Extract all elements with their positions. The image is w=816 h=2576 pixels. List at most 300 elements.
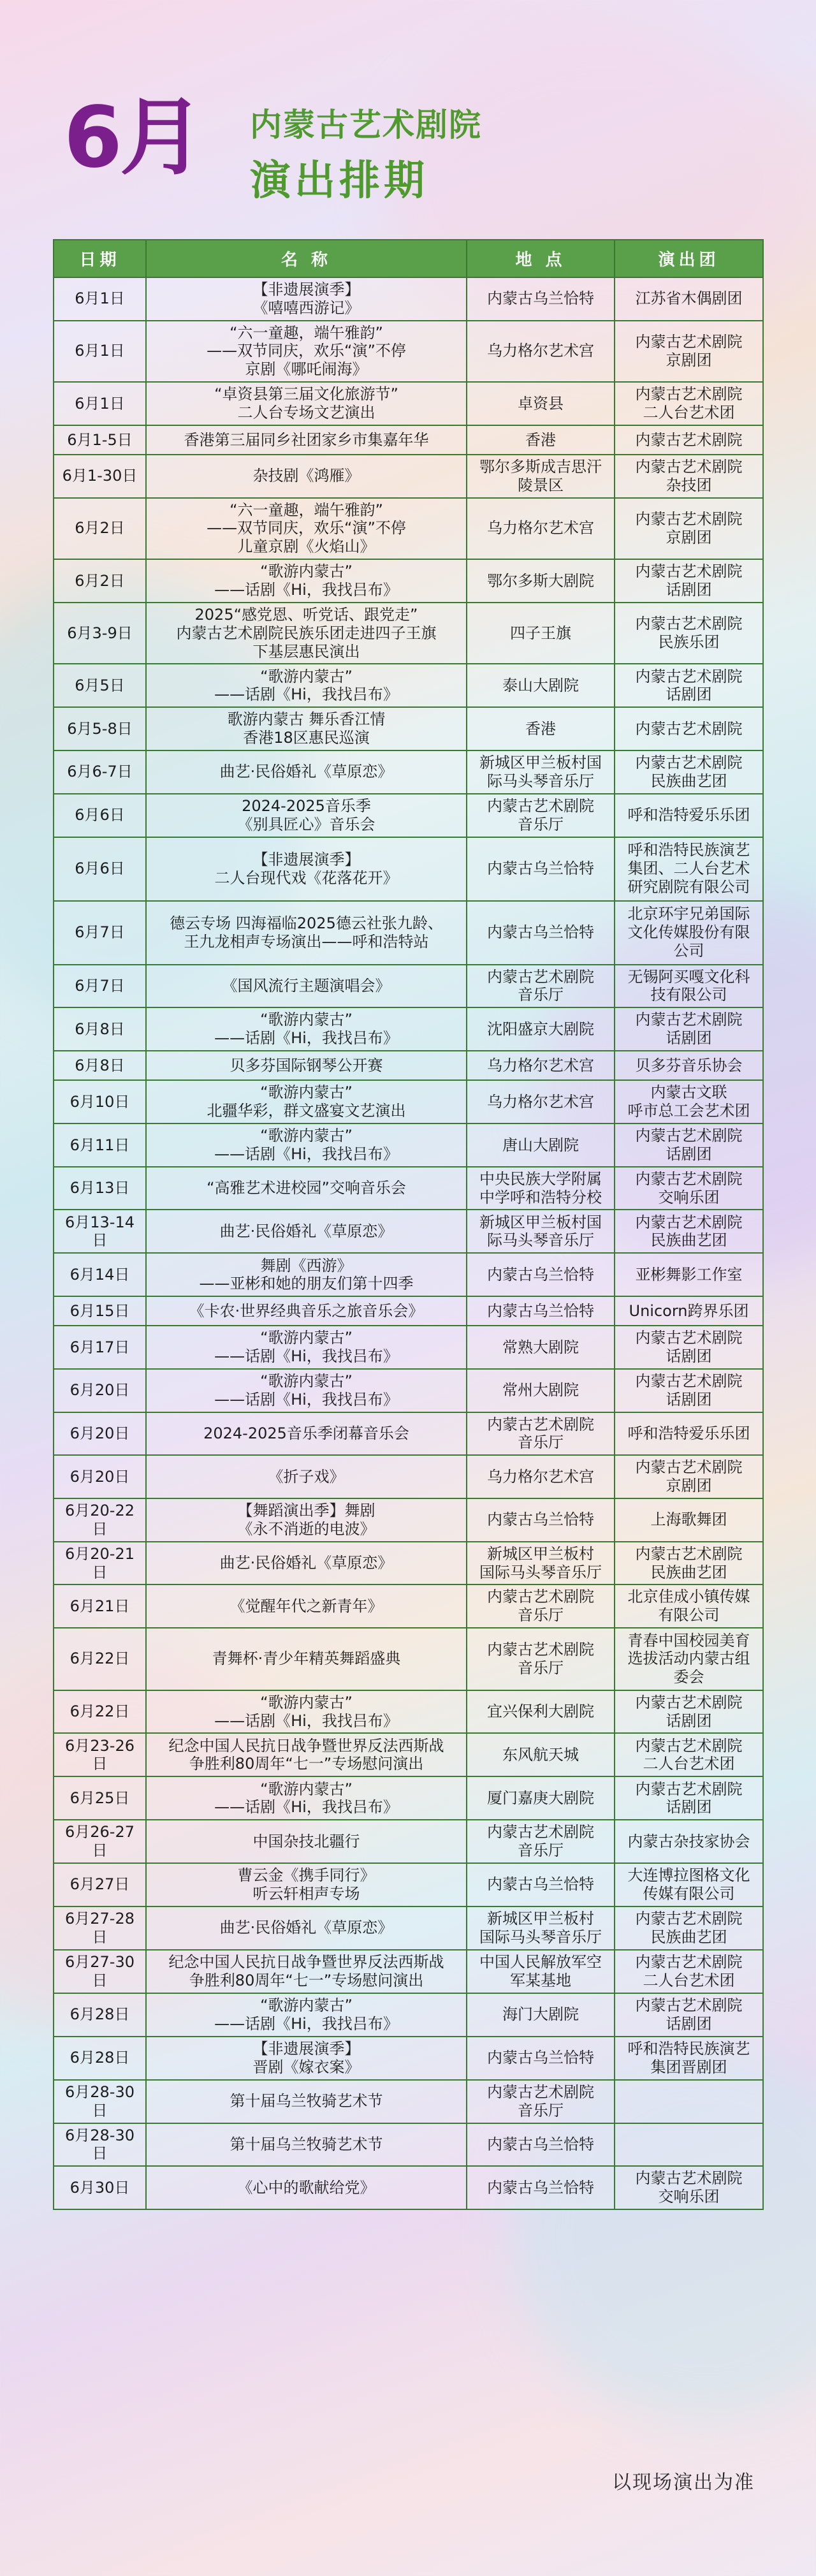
troupe-cell-line: 贝多芬音乐协会 — [635, 1056, 743, 1074]
troupe-cell — [615, 1498, 763, 1542]
date-cell: 6月5-8日 — [54, 707, 146, 750]
troupe-cell-line: 呼和浩特爱乐乐团 — [627, 1424, 750, 1442]
place-cell — [467, 455, 615, 498]
date-cell: 6月1日 — [54, 277, 146, 321]
place-cell — [467, 603, 615, 664]
troupe-cell-line: 内蒙古艺术剧院 — [635, 1372, 743, 1390]
troupe-cell — [615, 901, 763, 965]
troupe-cell-line: 内蒙古艺术剧院 — [635, 667, 743, 685]
name-cell — [146, 1863, 467, 1906]
troupe-cell-line: 二人台艺术团 — [643, 403, 735, 421]
place-cell-line: 国际马头琴音乐厅 — [479, 1928, 602, 1946]
troupe-cell-line: 呼和浩特民族演艺 — [627, 2039, 750, 2058]
troupe-cell-line: 内蒙古杂技家协会 — [627, 1832, 750, 1850]
place-cell — [467, 1628, 615, 1690]
place-cell-line: 国际马头琴音乐厅 — [479, 1563, 602, 1581]
troupe-cell-line: 内蒙古文联 — [650, 1083, 727, 1102]
troupe-cell — [615, 1369, 763, 1412]
place-cell — [467, 707, 615, 750]
date-cell: 6月1日 — [54, 321, 146, 382]
troupe-cell-line: 话剧团 — [666, 1798, 712, 1817]
name-cell — [146, 901, 467, 965]
name-cell — [146, 1733, 467, 1776]
troupe-cell-line: 北京佳成小镇传媒 — [627, 1588, 750, 1606]
troupe-cell-line: 内蒙古艺术剧院 — [635, 332, 743, 351]
table-row — [54, 1210, 763, 1253]
table-row — [54, 603, 763, 664]
name-cell-line: 香港第三届同乡社团家乡市集嘉年华 — [184, 430, 429, 449]
place-cell-line: 乌力格尔艺术宫 — [487, 519, 594, 538]
table-row — [54, 1950, 763, 1993]
place-cell — [467, 1542, 615, 1585]
place-cell — [467, 1993, 615, 2037]
date-cell: 6月21日 — [54, 1584, 146, 1628]
name-cell — [146, 1051, 467, 1080]
name-cell-line: “卓资县第三届文化旅游节” — [214, 385, 398, 404]
place-cell — [467, 277, 615, 321]
place-cell-line: 沈阳盛京大剧院 — [487, 1020, 594, 1038]
date-cell: 6月28-30日 — [54, 2080, 146, 2123]
name-cell — [146, 277, 467, 321]
troupe-cell-line: 二人台艺术团 — [643, 1971, 735, 1989]
name-cell — [146, 498, 467, 559]
date-cell: 6月5日 — [54, 664, 146, 707]
name-cell-line: ——双节同庆，欢乐“演”不停 — [207, 519, 406, 538]
troupe-cell-line: 内蒙古艺术剧院 — [635, 753, 743, 772]
troupe-cell-line: 内蒙古艺术剧院 — [635, 1213, 743, 1231]
date-cell: 6月7日 — [54, 901, 146, 965]
place-cell-line: 乌力格尔艺术宫 — [487, 1092, 594, 1111]
troupe-cell-line: 内蒙古艺术剧院 — [635, 1736, 743, 1755]
troupe-cell — [615, 382, 763, 425]
date-cell: 6月17日 — [54, 1326, 146, 1369]
troupe-cell — [615, 1253, 763, 1296]
troupe-cell-line: 无锡阿买嘎文化科 — [627, 967, 750, 986]
date-cell: 6月25日 — [54, 1776, 146, 1820]
troupe-cell — [615, 1080, 763, 1123]
table-row — [54, 382, 763, 425]
troupe-cell-line: 有限公司 — [658, 1606, 720, 1625]
name-cell-line: 【非遗展演季】 — [252, 2039, 360, 2058]
name-cell-line: 儿童京剧《火焰山》 — [237, 538, 375, 556]
troupe-cell-line: 内蒙古艺术剧院 — [635, 1909, 743, 1928]
date-cell: 6月11日 — [54, 1123, 146, 1167]
name-cell — [146, 2123, 467, 2167]
troupe-cell-line: 话剧团 — [666, 1711, 712, 1730]
table-row — [54, 1253, 763, 1296]
table-row — [54, 1776, 763, 1820]
name-cell-line: 【非遗展演季】 — [252, 281, 360, 298]
name-cell — [146, 1210, 467, 1253]
place-cell-line: 内蒙古乌兰恰特 — [487, 2049, 594, 2067]
table-row — [54, 1584, 763, 1628]
troupe-cell-line: 二人台艺术团 — [643, 1755, 735, 1773]
name-cell-line: ——话剧《Hi，我找吕布》 — [214, 1029, 398, 1048]
place-cell-line: 新城区甲兰板村 — [487, 1544, 594, 1563]
name-cell — [146, 707, 467, 750]
table-row — [54, 1051, 763, 1080]
table-row — [54, 1080, 763, 1123]
troupe-cell — [615, 1733, 763, 1776]
place-cell-line: 内蒙古乌兰恰特 — [487, 860, 594, 878]
troupe-cell — [615, 1584, 763, 1628]
table-row — [54, 425, 763, 455]
page-header — [0, 0, 816, 236]
name-cell-line: 香港18区惠民巡演 — [243, 729, 370, 747]
troupe-cell — [615, 750, 763, 794]
troupe-cell-line: 呼市总工会艺术团 — [627, 1102, 750, 1120]
troupe-cell-line: 民族曲艺团 — [650, 772, 727, 790]
table-row — [54, 707, 763, 750]
place-cell-line: 中央民族大学附属 — [479, 1169, 602, 1188]
troupe-cell-line: Unicorn跨界乐团 — [629, 1301, 749, 1320]
name-cell-line: “歌游内蒙古” — [260, 1127, 353, 1145]
table-row — [54, 901, 763, 965]
troupe-cell-line: 内蒙古艺术剧院 — [635, 1169, 743, 1188]
troupe-cell — [615, 1326, 763, 1369]
name-cell-line: 京剧《哪吒闹海》 — [245, 360, 368, 379]
troupe-cell — [615, 498, 763, 559]
name-cell-line: “歌游内蒙古” — [260, 1693, 353, 1711]
table-row — [54, 837, 763, 901]
place-cell-line: 乌力格尔艺术宫 — [487, 1467, 594, 1486]
troupe-cell-line: 内蒙古艺术剧院 — [635, 719, 743, 738]
place-cell-line: 军某基地 — [510, 1971, 571, 1989]
place-cell-line: 内蒙古乌兰恰特 — [487, 923, 594, 942]
troupe-cell — [615, 1993, 763, 2037]
name-cell-line: “六一童趣，端午雅韵” — [229, 323, 383, 342]
name-cell-line: 二人台现代戏《花落花开》 — [214, 868, 398, 887]
place-cell-line: 内蒙古乌兰恰特 — [487, 1301, 594, 1320]
table-row — [54, 277, 763, 321]
troupe-cell-line: 内蒙古艺术剧院 — [635, 2169, 743, 2188]
table-row — [54, 1369, 763, 1412]
table-row — [54, 2080, 763, 2123]
date-cell: 6月8日 — [54, 1051, 146, 1080]
name-cell — [146, 559, 467, 603]
date-cell: 6月15日 — [54, 1296, 146, 1326]
name-cell — [146, 664, 467, 707]
troupe-cell — [615, 1123, 763, 1167]
date-cell: 6月27-28日 — [54, 1906, 146, 1950]
name-cell — [146, 1167, 467, 1210]
name-cell-line: 《折子戏》 — [268, 1467, 345, 1486]
name-cell — [146, 1123, 467, 1167]
name-cell-line: ——话剧《Hi，我找吕布》 — [214, 580, 398, 599]
place-cell — [467, 1733, 615, 1776]
place-cell-line: 香港 — [525, 430, 556, 449]
date-cell: 6月6日 — [54, 794, 146, 837]
troupe-cell — [615, 321, 763, 382]
troupe-cell-line: 民族曲艺团 — [650, 1231, 727, 1250]
name-cell — [146, 1993, 467, 2037]
date-cell: 6月7日 — [54, 965, 146, 1008]
place-cell-line: 鄂尔多斯成吉思汗 — [479, 457, 602, 476]
table-row — [54, 1542, 763, 1585]
troupe-cell-line: 内蒙古艺术剧院 — [635, 562, 743, 581]
place-cell-line: 常州大剧院 — [502, 1381, 579, 1400]
date-cell: 6月13-14日 — [54, 1210, 146, 1253]
troupe-cell-line: 内蒙古艺术剧院 — [635, 385, 743, 404]
troupe-cell-line: 传媒有限公司 — [643, 1884, 735, 1903]
schedule-table-wrapper — [53, 239, 762, 2210]
place-cell-line: 泰山大剧院 — [502, 676, 579, 694]
place-cell-line: 香港 — [525, 719, 556, 738]
date-cell: 6月28-30日 — [54, 2123, 146, 2167]
troupe-cell-line: 公司 — [673, 941, 704, 960]
troupe-cell-line: 上海歌舞团 — [650, 1511, 727, 1529]
troupe-cell-line: 文化传媒股份有限 — [627, 923, 750, 942]
troupe-cell-line: 杂技团 — [666, 476, 712, 494]
name-cell-line: 【舞蹈演出季】舞剧 — [237, 1501, 375, 1519]
troupe-cell-line: 呼和浩特民族演艺 — [627, 841, 750, 860]
place-cell — [467, 1326, 615, 1369]
name-cell-line: ——亚彬和她的朋友们第十四季 — [199, 1275, 414, 1293]
table-row — [54, 1123, 763, 1167]
troupe-cell — [615, 1776, 763, 1820]
table-row — [54, 1863, 763, 1906]
name-cell-line: ——话剧《Hi，我找吕布》 — [214, 2014, 398, 2033]
place-cell — [467, 1820, 615, 1863]
table-row — [54, 1906, 763, 1950]
name-cell-line: “歌游内蒙古” — [260, 1083, 353, 1102]
name-cell-line: 青舞杯·青少年精英舞蹈盛典 — [212, 1650, 401, 1668]
place-cell — [467, 750, 615, 794]
place-cell — [467, 965, 615, 1008]
date-cell: 6月2日 — [54, 498, 146, 559]
troupe-cell — [615, 707, 763, 750]
place-cell — [467, 1167, 615, 1210]
name-cell — [146, 425, 467, 455]
place-cell-line: 鄂尔多斯大剧院 — [487, 571, 594, 590]
name-cell — [146, 794, 467, 837]
name-cell — [146, 1690, 467, 1734]
place-cell — [467, 2037, 615, 2080]
troupe-cell-line: 内蒙古艺术剧院 — [635, 1780, 743, 1798]
troupe-cell-line: 话剧团 — [666, 1390, 712, 1409]
date-cell: 6月13日 — [54, 1167, 146, 1210]
place-cell-line: 音乐厅 — [518, 1658, 564, 1677]
name-cell — [146, 1369, 467, 1412]
date-cell: 6月3-9日 — [54, 603, 146, 664]
name-cell-line: 下基层惠民演出 — [252, 642, 360, 661]
date-cell: 6月28日 — [54, 1993, 146, 2037]
table-row — [54, 559, 763, 603]
name-cell-line: ——双节同庆，欢乐“演”不停 — [207, 342, 406, 360]
name-cell-line: 《觉醒年代之新青年》 — [229, 1597, 383, 1615]
name-cell-line: 晋剧《嫁衣案》 — [252, 2058, 360, 2076]
place-cell — [467, 1863, 615, 1906]
troupe-cell — [615, 425, 763, 455]
place-cell — [467, 901, 615, 965]
name-cell-line: ——话剧《Hi，我找吕布》 — [214, 1390, 398, 1409]
table-row — [54, 794, 763, 837]
date-cell: 6月30日 — [54, 2166, 146, 2209]
name-cell — [146, 1080, 467, 1123]
name-cell — [146, 1326, 467, 1369]
name-cell — [146, 1455, 467, 1498]
place-cell — [467, 1412, 615, 1456]
place-cell — [467, 1253, 615, 1296]
table-header-row — [54, 240, 763, 277]
date-cell: 6月20日 — [54, 1412, 146, 1456]
place-cell-line: 卓资县 — [518, 394, 564, 413]
troupe-cell — [615, 559, 763, 603]
troupe-cell — [615, 1412, 763, 1456]
name-cell-line: 纪念中国人民抗日战争暨世界反法西斯战 — [168, 1736, 444, 1755]
troupe-cell-line: 技有限公司 — [650, 986, 727, 1004]
name-cell-line: 杂技剧《鸿雁》 — [252, 467, 360, 485]
troupe-cell-line: 江苏省木偶剧团 — [635, 289, 743, 308]
troupe-cell — [615, 277, 763, 321]
name-cell-line: 《卡农·世界经典音乐之旅音乐会》 — [189, 1301, 424, 1320]
name-cell — [146, 750, 467, 794]
troupe-cell-line: 内蒙古艺术剧院 — [635, 1544, 743, 1563]
date-cell: 6月26-27日 — [54, 1820, 146, 1863]
date-cell: 6月27日 — [54, 1863, 146, 1906]
place-cell-line: 中学呼和浩特分校 — [479, 1188, 602, 1206]
troupe-cell-line: 交响乐团 — [658, 2188, 720, 2206]
column-header-name: 名 称 — [146, 240, 467, 277]
name-cell-line: ——话剧《Hi，我找吕布》 — [214, 1798, 398, 1817]
column-header-troupe: 演出团 — [615, 240, 763, 277]
troupe-cell — [615, 603, 763, 664]
table-row — [54, 1412, 763, 1456]
troupe-cell — [615, 2037, 763, 2080]
name-cell-line: 北疆华彩，群文盛宴文艺演出 — [207, 1102, 406, 1120]
name-cell — [146, 965, 467, 1008]
date-cell: 6月28日 — [54, 2037, 146, 2080]
name-cell-line: 《嘻嘻西游记》 — [252, 298, 360, 317]
name-cell — [146, 1776, 467, 1820]
schedule-table — [53, 239, 764, 2210]
name-cell-line: 曲艺·民俗婚礼《草原恋》 — [219, 1919, 393, 1937]
troupe-cell — [615, 837, 763, 901]
place-cell-line: 新城区甲兰板村国 — [479, 1213, 602, 1231]
place-cell-line: 内蒙古乌兰恰特 — [487, 1265, 594, 1284]
troupe-cell — [615, 1863, 763, 1906]
troupe-cell-line: 内蒙古艺术剧院 — [635, 430, 743, 449]
troupe-cell — [615, 1690, 763, 1734]
place-cell-line: 际马头琴音乐厅 — [487, 1231, 594, 1250]
date-cell: 6月10日 — [54, 1080, 146, 1123]
place-cell — [467, 1776, 615, 1820]
name-cell — [146, 1498, 467, 1542]
date-cell: 6月20日 — [54, 1369, 146, 1412]
place-cell-line: 音乐厅 — [518, 1841, 564, 1860]
place-cell-line: 音乐厅 — [518, 1606, 564, 1625]
place-cell-line: 四子王旗 — [510, 624, 571, 642]
troupe-cell — [615, 455, 763, 498]
name-cell-line: ——话剧《Hi，我找吕布》 — [214, 1145, 398, 1163]
place-cell-line: 内蒙古艺术剧院 — [487, 1415, 594, 1433]
name-cell-line: 2024-2025音乐季 — [242, 796, 371, 815]
troupe-cell-line: 集团、二人台艺术 — [627, 860, 750, 878]
place-cell — [467, 498, 615, 559]
name-cell-line: 2025“感党恩、听党话、跟党走” — [194, 605, 418, 624]
name-cell — [146, 1906, 467, 1950]
name-cell — [146, 382, 467, 425]
place-cell — [467, 2080, 615, 2123]
place-cell — [467, 1950, 615, 1993]
troupe-cell — [615, 1628, 763, 1690]
place-cell-line: 内蒙古艺术剧院 — [487, 1588, 594, 1606]
name-cell — [146, 455, 467, 498]
troupe-cell-line: 内蒙古艺术剧院 — [635, 1693, 743, 1711]
table-row — [54, 1498, 763, 1542]
place-cell — [467, 1210, 615, 1253]
date-cell: 6月20-21日 — [54, 1542, 146, 1585]
date-cell: 6月1日 — [54, 382, 146, 425]
column-header-place: 地 点 — [467, 240, 615, 277]
name-cell-line: ——话剧《Hi，我找吕布》 — [214, 1711, 398, 1730]
table-row — [54, 455, 763, 498]
table-row — [54, 1455, 763, 1498]
table-row — [54, 498, 763, 559]
troupe-cell-line: 话剧团 — [666, 685, 712, 704]
name-cell-line: 《心中的歌献给党》 — [237, 2178, 375, 2197]
name-cell — [146, 1950, 467, 1993]
column-header-date: 日期 — [54, 240, 146, 277]
table-row — [54, 664, 763, 707]
date-cell: 6月2日 — [54, 559, 146, 603]
troupe-cell — [615, 1820, 763, 1863]
troupe-cell-line: 京剧团 — [666, 528, 712, 546]
troupe-cell-line: 亚彬舞影工作室 — [635, 1265, 743, 1284]
place-cell — [467, 1906, 615, 1950]
place-cell-line: 音乐厅 — [518, 2101, 564, 2119]
name-cell — [146, 2080, 467, 2123]
name-cell-line: 歌游内蒙古 舞乐香江情 — [227, 710, 386, 729]
troupe-cell-line: 内蒙古艺术剧院 — [635, 1127, 743, 1145]
name-cell-line: 第十届乌兰牧骑艺术节 — [229, 2135, 383, 2154]
name-cell-line: “歌游内蒙古” — [260, 667, 353, 685]
troupe-cell-line: 内蒙古艺术剧院 — [635, 457, 743, 476]
name-cell-line: “歌游内蒙古” — [260, 1372, 353, 1390]
place-cell-line: 乌力格尔艺术宫 — [487, 342, 594, 360]
month-title: 6月 — [64, 89, 201, 187]
name-cell — [146, 1584, 467, 1628]
place-cell-line: 内蒙古艺术剧院 — [487, 2082, 594, 2101]
name-cell — [146, 603, 467, 664]
place-cell-line: 内蒙古艺术剧院 — [487, 967, 594, 986]
place-cell — [467, 1498, 615, 1542]
troupe-cell — [615, 794, 763, 837]
place-cell-line: 中国人民解放军空 — [479, 1952, 602, 1971]
troupe-cell-line: 交响乐团 — [658, 1188, 720, 1206]
troupe-cell-line: 京剧团 — [666, 351, 712, 369]
schedule-body — [54, 277, 763, 2209]
place-cell — [467, 321, 615, 382]
table-row — [54, 1296, 763, 1326]
table-row — [54, 321, 763, 382]
name-cell — [146, 321, 467, 382]
name-cell-line: 曲艺·民俗婚礼《草原恋》 — [219, 763, 393, 781]
troupe-cell-line: 话剧团 — [666, 1347, 712, 1366]
name-cell — [146, 2037, 467, 2080]
troupe-cell-line: 内蒙古艺术剧院 — [635, 615, 743, 633]
troupe-cell-line: 京剧团 — [666, 1476, 712, 1495]
place-cell — [467, 1007, 615, 1051]
place-cell — [467, 1123, 615, 1167]
name-cell-line: 曲艺·民俗婚礼《草原恋》 — [219, 1222, 393, 1240]
date-cell: 6月27-30日 — [54, 1950, 146, 1993]
place-cell-line: 音乐厅 — [518, 986, 564, 1004]
troupe-cell-line: 民族乐团 — [658, 633, 720, 652]
place-cell — [467, 837, 615, 901]
troupe-cell-line: 话剧团 — [666, 580, 712, 599]
troupe-cell — [615, 2166, 763, 2209]
